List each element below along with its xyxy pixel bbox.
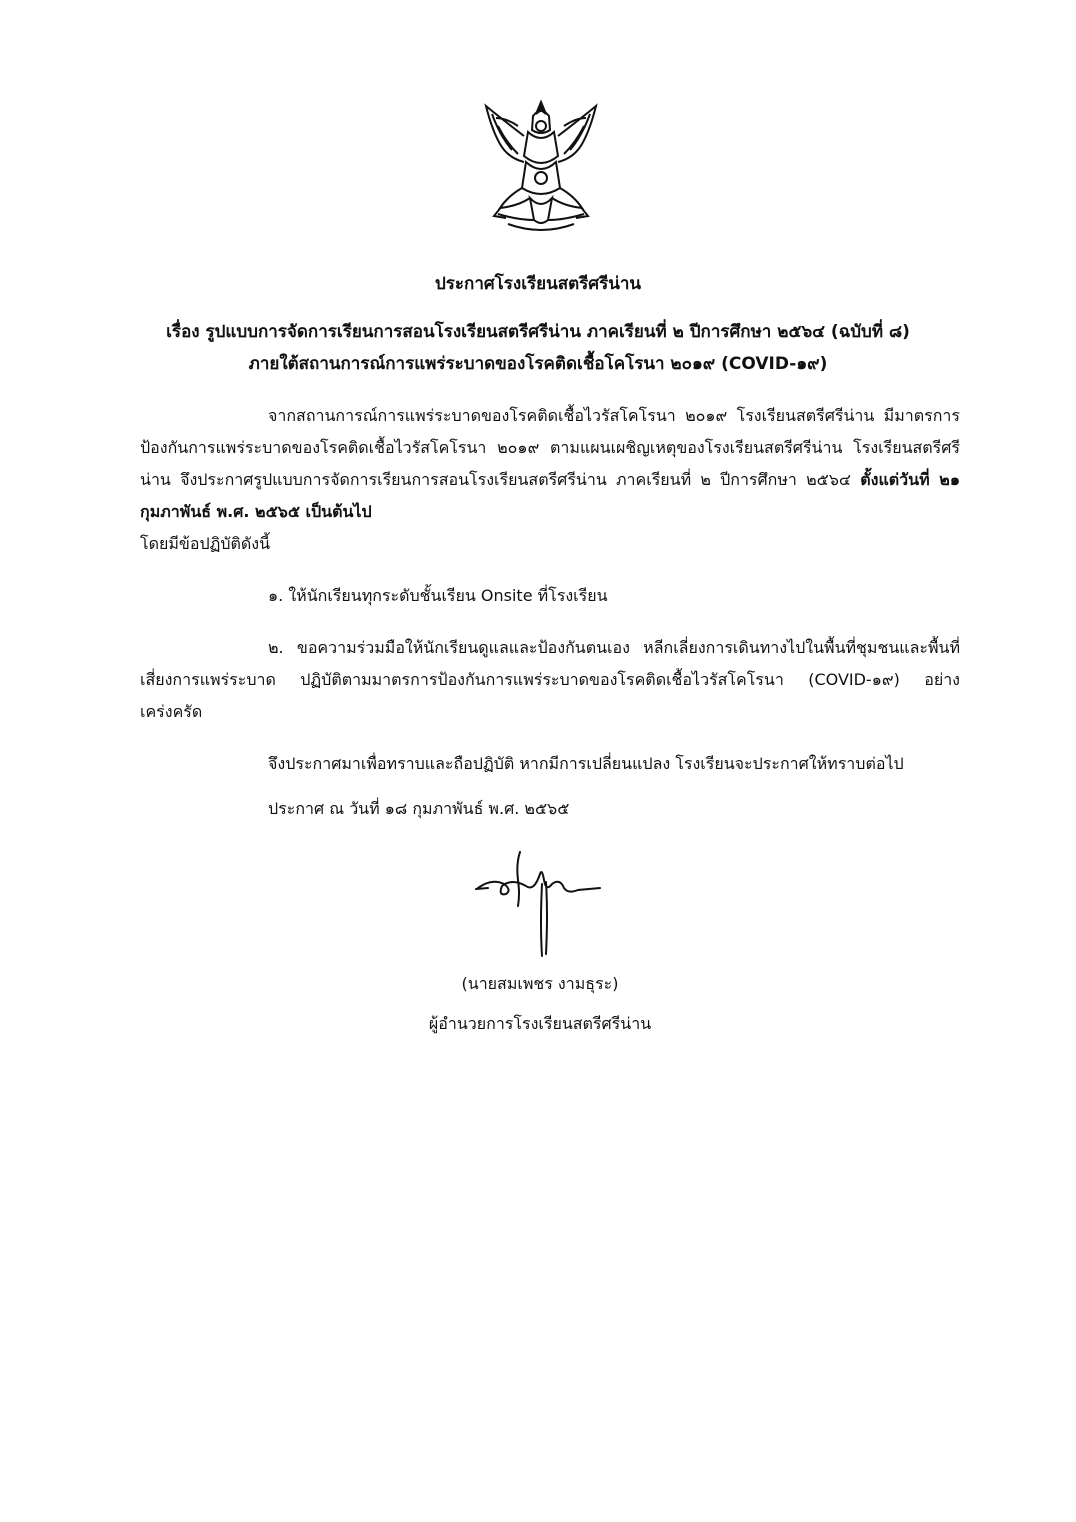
intro-text: จากสถานการณ์การแพร่ระบาดของโรคติดเชื้อไวรัสโคโรนา ๒๐๑๙ โรงเรียนสตรีศรีน่าน มีมาตรการป้องกันการแพร่ระบาดของโรคติดเชื้อไวรัสโคโรนา ๒๐๑๙ ตามแผนเผชิญเหตุของโรงเรียนสตรีศรีน่าน โรงเรียนสตรีศรีน่าน จึงประกาศรูปแบบการจัดการเรียนการสอนโรงเรียนสตรีศรีน่าน ภาคเรียนที่ ๒ ปีการศึกษา ๒๕๖๔	[140, 406, 960, 489]
signature	[468, 844, 608, 964]
rule-item-2: ๒. ขอความร่วมมือให้นักเรียนดูแลและป้องกันตนเอง หลีกเลี่ยงการเดินทางไปในพื้นที่ชุมชนและพื้นที่เสี่ยงการแพร่ระบาด ปฏิบัติตามมาตรการป้องกันการแพร่ระบาดของโรคติดเชื้อไวรัสโคโรนา (COVID-๑๙) อย่างเคร่งครัด	[140, 638, 960, 721]
signer-position: ผู้อำนวยการโรงเรียนสตรีศรีน่าน	[428, 1014, 652, 1033]
announcement-body	[140, 400, 960, 780]
rule-item-1: ๑. ให้นักเรียนทุกระดับชั้นเรียน Onsite ที่โรงเรียน	[268, 586, 608, 605]
announcement-subject	[0, 316, 1076, 380]
intro-paragraph	[140, 400, 960, 528]
signer-name: (นายสมเพชร งามธุระ)	[461, 974, 619, 993]
closing-paragraph: จึงประกาศมาเพื่อทราบและถือปฏิบัติ หากมีการเปลี่ยนแปลง โรงเรียนจะประกาศให้ทราบต่อไป	[268, 754, 904, 773]
announcement-title: ประกาศโรงเรียนสตรีศรีน่าน	[434, 274, 642, 294]
intro-tail: โดยมีข้อปฏิบัติดังนี้	[140, 534, 271, 553]
subject-line-1: เรื่อง รูปแบบการจัดการเรียนการสอนโรงเรียนสตรีศรีน่าน ภาคเรียนที่ ๒ ปีการศึกษา ๒๕๖๔ (ฉบับที่ ๘)	[166, 322, 910, 342]
garuda-emblem	[478, 96, 604, 236]
announcement-date: ประกาศ ณ วันที่ ๑๘ กุมภาพันธ์ พ.ศ. ๒๕๖๕	[268, 799, 570, 818]
subject-line-2: ภายใต้สถานการณ์การแพร่ระบาดของโรคติดเชื้อโคโรนา ๒๐๑๙ (COVID-๑๙)	[248, 354, 828, 374]
effective-date: ตั้งแต่วันที่ ๒๑ กุมภาพันธ์ พ.ศ. ๒๕๖๕ เป็นต้นไป	[140, 470, 961, 521]
